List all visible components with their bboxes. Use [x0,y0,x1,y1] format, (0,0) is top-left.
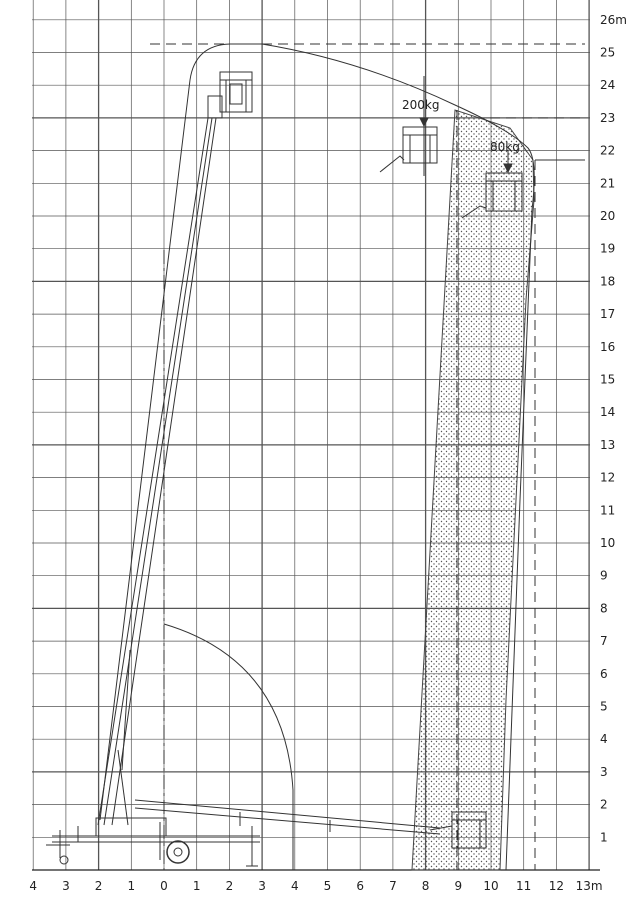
x-tick-label: 6 [356,879,365,893]
y-tick-label: 3 [600,764,608,779]
platform-200kg [380,76,440,176]
y-tick-label: 22 [600,143,616,158]
y-tick-label: 14 [600,405,616,420]
trailer-wheel [167,841,189,863]
y-tick-label: 17 [600,307,616,322]
x-tick-label: 12 [548,879,565,893]
platform-top [220,72,252,112]
x-tick-label: 1 [127,879,136,893]
x-tick-label: 9 [454,879,463,893]
x-tick-label: 0 [160,879,168,893]
y-axis-ticks [600,13,627,845]
y-tick-label: 18 [600,274,616,289]
y-tick-label: 10 [600,536,616,550]
reduced-load-zone [412,110,534,870]
y-tick-label: 7 [600,634,608,649]
x-tick-label: 8 [421,879,430,893]
y-tick-label: 11 [600,503,616,518]
x-tick-label: 4 [290,879,299,893]
y-tick-label: 21 [600,176,616,191]
y-tick-label: 13 [600,437,616,452]
slew-radius-arc [164,624,293,870]
boom-lowered [135,800,440,834]
y-tick-label: 8 [600,601,608,616]
x-tick-label: 7 [389,879,397,893]
x-tick-label: 13m [575,879,603,893]
y-tick-label: 23 [600,110,616,125]
y-tick-label: 1 [600,830,608,845]
y-tick-label: 15 [600,372,616,387]
y-tick-label: 16 [600,339,616,354]
y-tick-label: 12 [600,470,616,485]
y-tick-label: 5 [600,699,608,714]
load-label-80kg: 80kg [490,140,520,154]
x-tick-label: 2 [225,879,234,893]
x-axis-ticks [29,879,602,893]
y-tick-label: 24 [600,78,616,93]
x-tick-label: 11 [516,879,532,893]
y-tick-label: 19 [600,241,616,256]
trailer-chassis [46,818,260,866]
x-tick-label: 3 [258,879,266,893]
y-tick-label: 26m [600,12,627,27]
x-tick-label: 1 [192,879,201,893]
x-tick-label: 5 [323,879,332,893]
y-tick-label: 6 [600,666,608,681]
x-tick-label: 2 [94,879,103,893]
y-tick-label: 2 [600,797,608,812]
x-tick-label: 4 [29,879,38,893]
boom-elevated [98,96,222,825]
y-tick-label: 20 [600,209,616,223]
y-tick-label: 9 [600,568,608,583]
y-tick-label: 4 [600,732,608,747]
x-tick-label: 3 [62,879,70,893]
y-tick-label: 25 [600,45,616,60]
x-tick-label: 10 [483,879,499,893]
load-label-200kg: 200kg [402,98,440,112]
